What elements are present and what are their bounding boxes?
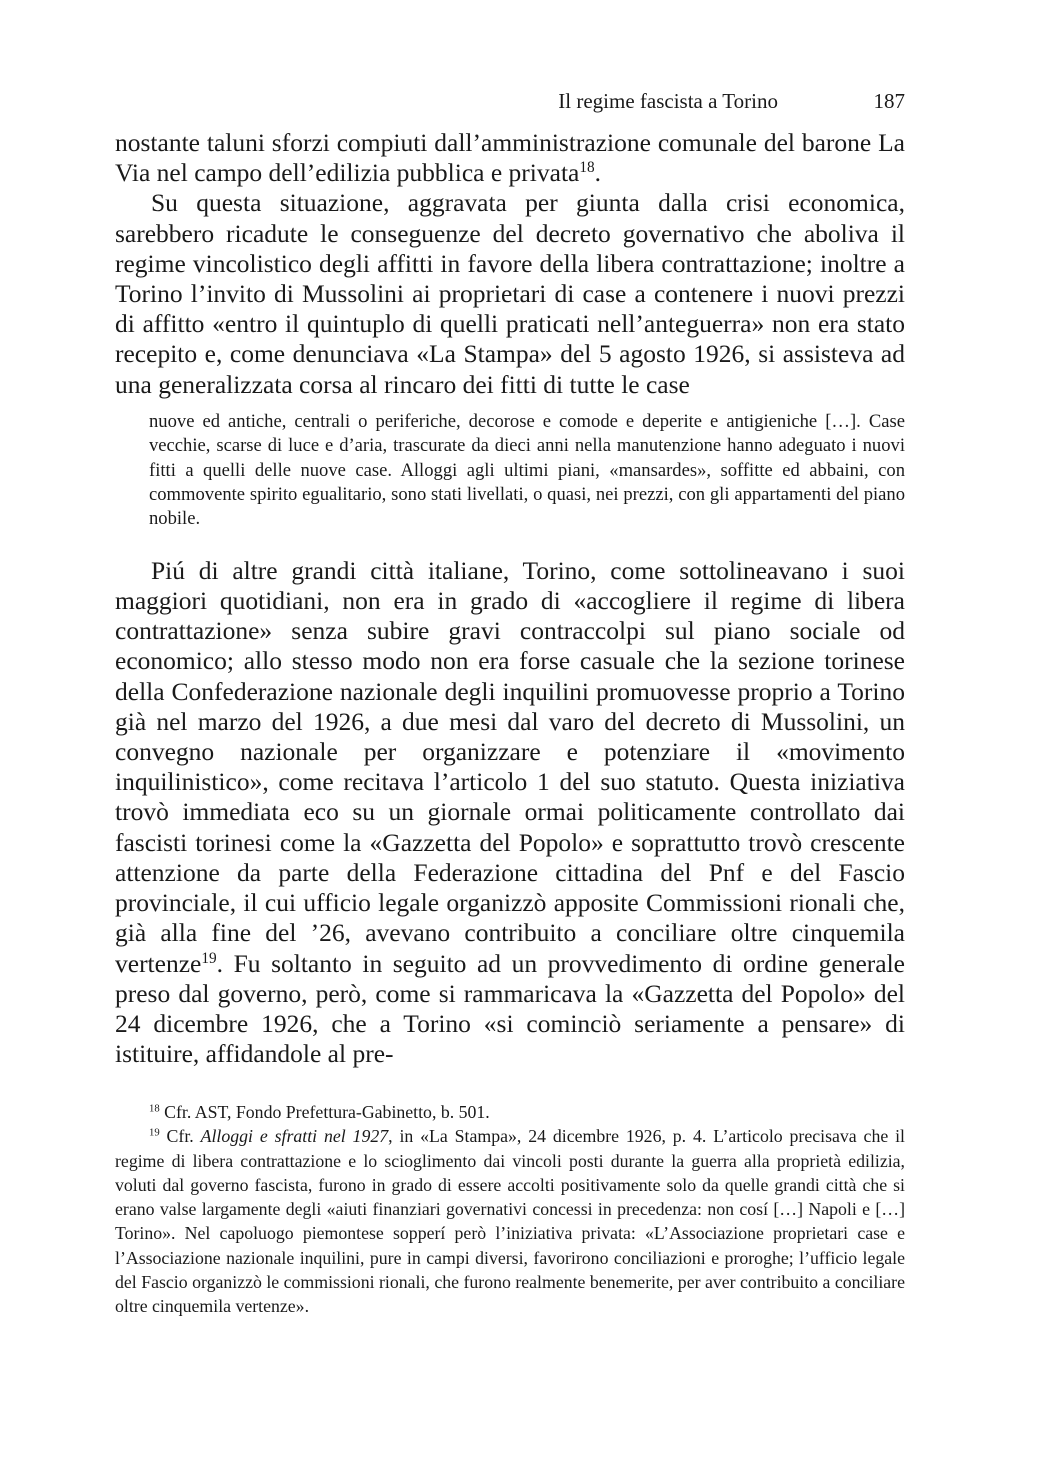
cited-article-title: Alloggi e sfratti nel 1927 bbox=[200, 1126, 389, 1147]
footnote-ref-19[interactable]: 19 bbox=[201, 949, 217, 967]
footnote-18 bbox=[115, 1100, 905, 1124]
paragraph-text: nostante taluni sforzi compiuti dall’amministrazione comunale del barone La Via nel campo dell’edilizia pubblica e privata bbox=[115, 128, 905, 188]
block-quote: nuove ed antiche, centrali o periferiche, decorose e comode e deperite e antigieniche […]. Case vecchie, scarse di luce e d’aria, trascurate da dieci anni nella manutenzione hanno adeguato i nuovi fitti a quelli delle nuove case. Alloggi agli ultimi piani, «mansardes», soffitte ed abbaini, con commovente spirito egualitario, sono stati livellati, o quasi, nei prezzi, con gli appartamenti del piano nobile. bbox=[149, 410, 905, 530]
footnote-text: Cfr. AST, Fondo Prefettura-Gabinetto, b. 501. bbox=[164, 1102, 490, 1122]
main-text bbox=[115, 128, 905, 1069]
paragraph-end: . bbox=[594, 158, 602, 188]
paragraph-continuation bbox=[115, 128, 905, 188]
footnote-text: , in «La Stampa», 24 dicembre 1926, p. 4. L’articolo precisava che il regime di libera contrattazione e lo scioglimento dai vincoli posti durante la guerra alla proprietà edilizia, voluti dal governo fascista, furono in grado di essere accolti positivamente solo da quelle grandi città che si erano valse largamente degli «aiuti finanziari governativi concessi in precedenza: non cosí […] Napoli e […] Torino». Nel capoluogo piemontese sopperí però l’iniziativa privata: «L’Associazione proprietari case e l’Associazione nazionale inquilini, pure in campi diversi, favorirono conciliazioni e proroghe; l’ufficio legale del Fascio organizzò le commissioni rionali, che furono realmente benemerite, per aver contribuito a conciliare oltre cinquemila vertenze». bbox=[115, 1126, 905, 1317]
running-head bbox=[115, 86, 905, 116]
paragraph: Su questa situazione, aggravata per giunta dalla crisi economica, sarebbero ricadute le conseguenze del decreto governativo che aboliva il regime vincolistico degli affitti in favore della libera contrattazione; inoltre a Torino l’invito di Mussolini ai proprietari di case a contenere i nuovi prezzi di affitto «entro il quintuplo di quelli praticati nell’anteguerra» non era stato recepito e, come denunciava «La Stampa» del 5 agosto 1926, si assisteva ad una generalizzata corsa al rincaro dei fitti di tutte le case bbox=[115, 188, 905, 399]
footnote-lead: Cfr. bbox=[166, 1126, 201, 1147]
footnotes bbox=[115, 1100, 905, 1319]
footnote-ref-18[interactable]: 18 bbox=[579, 159, 595, 177]
paragraph-text: Piú di altre grandi città italiane, Torino, come sottolineavano i suoi maggiori quotidiani, non era in grado di «accogliere il regime di libera contrattazione» senza subire gravi contraccolpi sul piano sociale od economico; allo stesso modo non era forse casuale che la sezione torinese della Confederazione nazionale degli inquilini promuovesse proprio a Torino già nel marzo del 1926, a due mesi dal varo del decreto di Mussolini, un convegno nazionale per organizzare e potenziare il «movimento inquilinistico», come recitava l’articolo 1 del suo statuto. Questa iniziativa trovò immediata eco su un giornale ormai politicamente controllato dai fascisti torinesi come la «Gazzetta del Popolo» e soprattutto trovò crescente attenzione da parte della Federazione cittadina del Pnf e del Fascio provinciale, il cui ufficio legale organizzò apposite Commissioni rionali che, già alla fine del ’26, avevano contribuito a conciliare oltre cinquemila vertenze bbox=[115, 555, 905, 978]
paragraph-text: . Fu soltanto in seguito ad un provvedimento di ordine generale preso dal governo, però, come si rammaricava la «Gazzetta del Popolo» del 24 dicembre 1926, che a Torino «si cominciò seriamente a pensare» di istituire, affidandole al pre- bbox=[115, 948, 905, 1069]
footnote-19 bbox=[115, 1124, 905, 1318]
paragraph bbox=[115, 556, 905, 1069]
footnote-number: 19 bbox=[149, 1126, 160, 1139]
footnote-number: 18 bbox=[149, 1102, 160, 1115]
page-number: 187 bbox=[873, 89, 905, 113]
running-title: Il regime fascista a Torino bbox=[558, 89, 778, 113]
